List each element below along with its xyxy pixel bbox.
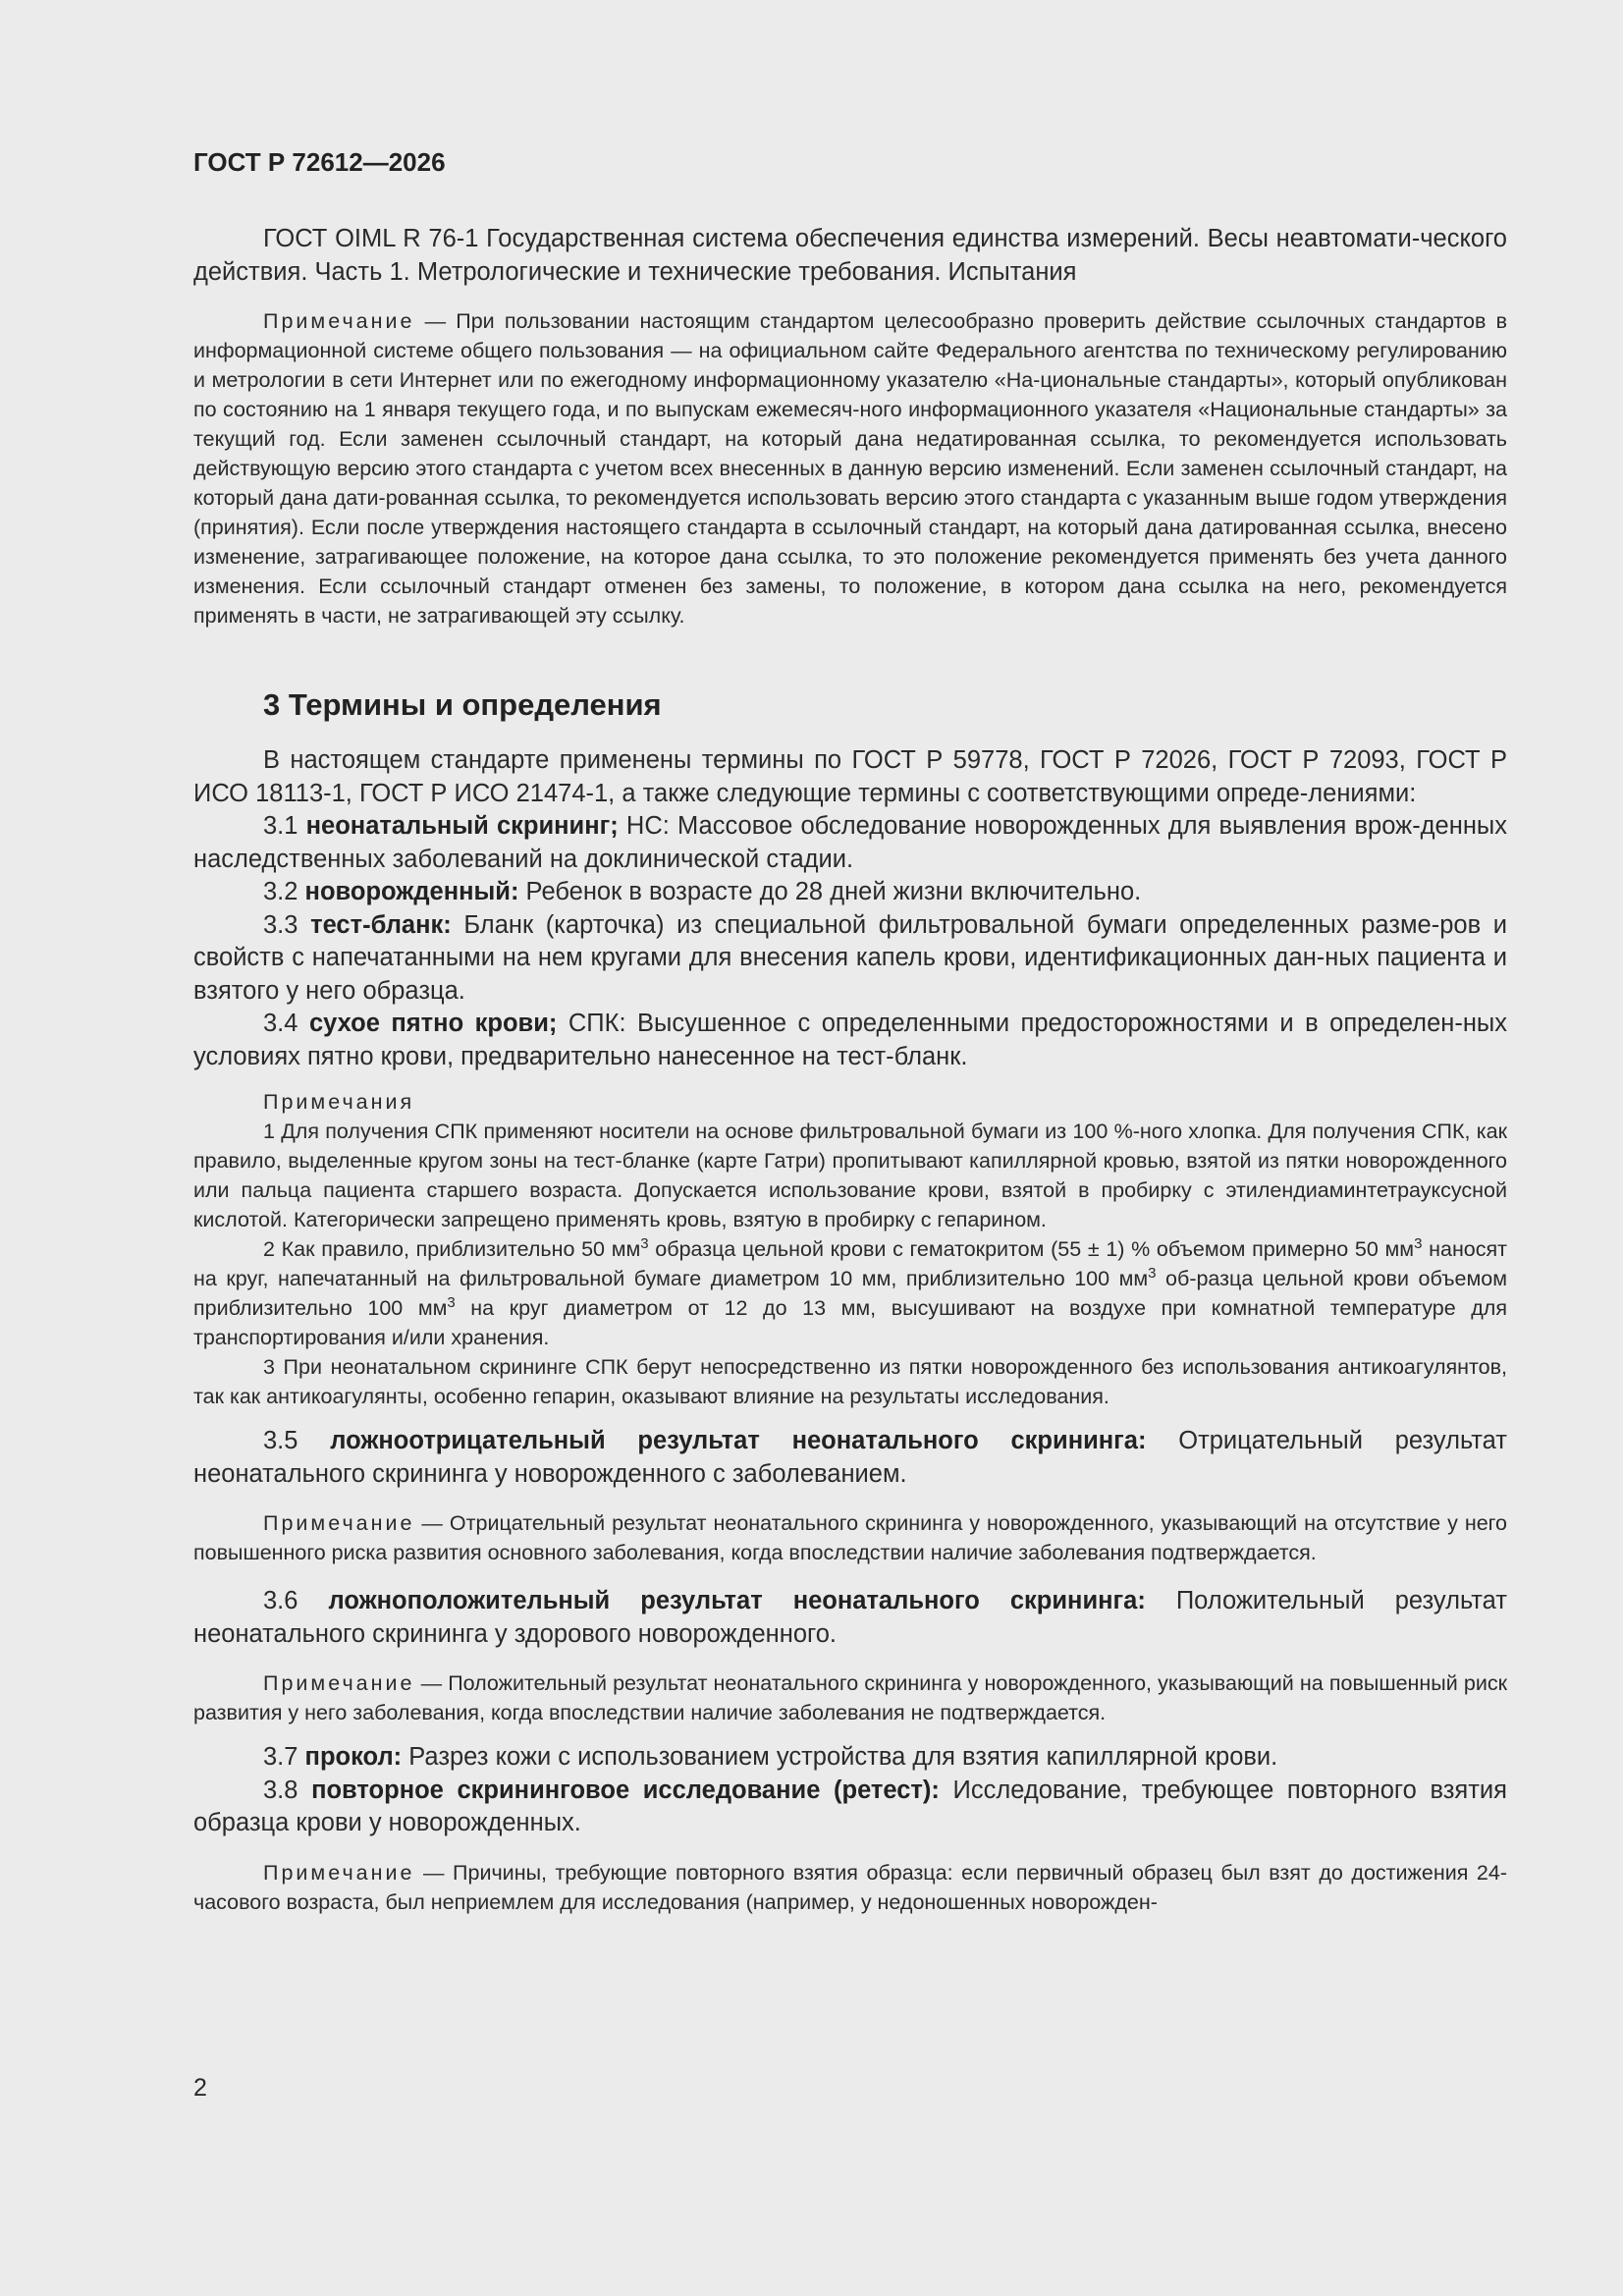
term-title: прокол:	[304, 1743, 403, 1771]
document-header: ГОСТ Р 72612—2026	[193, 147, 446, 177]
term-3-1: 3.1 неонатальный скрининг; НС: Массовое обследование новорожденных для выявления врож-денных наследственных заболеваний на доклинической стадии.	[193, 812, 1507, 873]
term-title: сухое пятно крови;	[308, 1010, 558, 1037]
term-definition: НС: Массовое обследование новорожденных для выявления врож-денных наследственных заболеваний на доклинической стадии.	[193, 812, 1507, 873]
term-definition: Отрицательный результат неонатального скрининга у новорожденного с заболеванием.	[193, 1427, 1507, 1488]
page-content	[193, 223, 1507, 1917]
reference-paragraph: ГОСТ OIML R 76-1 Государственная система обеспечения единства измерений. Весы неавтомати-ческого действия. Часть 1. Метрологические и технические требования. Испытания	[193, 225, 1507, 286]
note-3-6: Примечание — Положительный результат неонатального скрининга у новорожденного, указывающий на повышенный риск развития у него заболевания, когда впоследствии наличие заболевания не подтверждается.	[193, 1671, 1507, 1724]
note-3-8: Примечание — Причины, требующие повторного взятия образца: если первичный образец был взят до достижения 24-часового возраста, был неприемлем для исследования (например, у недоношенных новорожден-	[193, 1860, 1507, 1914]
note-item-2: 2 Как правило, приблизительно 50 $мм^3$ образца цельной крови с гематокритом (55 ± 1) % объемом примерно 50 $мм^3$ наносят на круг, напечатанный на фильтровальной бумаге диаметром 10 мм, приблизительно 100 $мм^3$ об-разца цельной крови объемом приблизительно 100 $мм^3$ на круг диаметром от 12 до 13 мм, высушивают на воздухе при комнатной температуре для транспортирования и/или хранения.	[193, 1234, 1508, 1349]
note-item-3: 3 При неонатальном скрининге СПК берут непосредственно из пятки новорожденного без использования антикоагулянтов, так как антикоагулянты, особенно гепарин, оказывают влияние на результаты исследования.	[193, 1355, 1507, 1408]
term-3-2: 3.2 новорожденный: Ребенок в возрасте до 28 дней жизни включительно.	[263, 878, 1142, 905]
term-3-3: 3.3 тест-бланк: Бланк (карточка) из специальной фильтровальной бумаги определенных разме-ров и свойств с напечатанными на нем кругами для внесения капель крови, идентификационных дан-ных пациента и взятого у него образца.	[193, 910, 1507, 1005]
term-definition: Положительный результат неонатального скрининга у здорового новорожденного.	[193, 1587, 1507, 1648]
note-item-1: 1 Для получения СПК применяют носители на основе фильтровальной бумаги из 100 %-ного хлопка. Для получения СПК, как правило, выделенные кругом зоны на тест-бланке (карте Гатри) пропитывают капиллярной кровью, взятой из пятки новорожденного или пальца пациента старшего возраста. Допускается использование крови, взятой в пробирку с этилендиаминтетрауксусной кислотой. Категорически запрещено применять кровь, взятую в пробирку с гепарином.	[193, 1120, 1507, 1231]
term-title: ложноотрицательный результат неонатального скрининга:	[330, 1427, 1147, 1454]
term-3-8: 3.8 повторное скрининговое исследование (ретест): Исследование, требующее повторного взятия образца крови у новорожденных.	[193, 1776, 1507, 1836]
term-3-5: 3.5 ложноотрицательный результат неонатального скрининга: Отрицательный результат неонатального скрининга у новорожденного с заболеванием.	[193, 1427, 1507, 1488]
section-intro: В настоящем стандарте применены термины по ГОСТ Р 59778, ГОСТ Р 72026, ГОСТ Р 72093, ГОСТ Р ИСО 18113-1, ГОСТ Р ИСО 21474-1, а также следующие термины с соответствующими опреде-лениями:	[193, 746, 1507, 807]
term-definition: Бланк (карточка) из специальной фильтровальной бумаги определенных разме-ров и свойств с напечатанными на нем кругами для внесения капель крови, идентификационных дан-ных пациента и взятого у него образца.	[193, 910, 1507, 1005]
note-3-5: Примечание — Отрицательный результат неонатального скрининга у новорожденного, указывающий на отсутствие у него повышенного риска развития основного заболевания, когда впоследствии наличие заболевания подтверждается.	[193, 1511, 1507, 1564]
term-definition: Ребенок в возрасте до 28 дней жизни включительно.	[518, 878, 1142, 905]
term-title: тест-бланк:	[310, 910, 452, 939]
term-3-7: 3.7 прокол: Разрез кожи с использованием устройства для взятия капиллярной крови.	[263, 1743, 1278, 1771]
reference-note	[193, 306, 1507, 630]
term-3-6: 3.6 ложноположительный результат неонатального скрининга: Положительный результат неонатального скрининга у здорового новорожденного.	[193, 1587, 1507, 1648]
term-title: повторное скрининговое исследование (ретест):	[311, 1776, 940, 1804]
term-definition: Исследование, требующее повторного взятия образца крови у новорожденных.	[193, 1776, 1507, 1836]
page-number: 2	[193, 2074, 207, 2102]
term-3-4: 3.4 сухое пятно крови; СПК: Высушенное с определенными предосторожностями и в определен-ных условиях пятно крови, предварительно нанесенное на тест-бланк.	[193, 1010, 1507, 1070]
term-title: новорожденный:	[304, 878, 519, 905]
note-text: — При пользовании настоящим стандартом целесообразно проверить действие ссылочных стандартов в информационной системе общего пользования — на официальном сайте Федерального агентства по техническому регулированию и метрологии в сети Интернет или по ежегодному информационному указателю «На-циональные стандарты», который опубликован по состоянию на 1 января текущего года, и по выпускам ежемесяч-ного информационного указателя «Национальные стандарты» за текущий год. Если заменен ссылочный стандарт, на который дана недатированная ссылка, то рекомендуется использовать действующую версию этого стандарта с учетом всех внесенных в данную версию изменений. Если заменен ссылочный стандарт, на который дана дати-рованная ссылка, то рекомендуется использовать версию этого стандарта с указанным выше годом утверждения (принятия). Если после утверждения настоящего стандарта в ссылочный стандарт, на который дана датированная ссылка, внесено изменение, затрагивающее положение, на которое дана ссылка, то это положение рекомендуется применять без учета данного изменения. Если ссылочный стандарт отменен без замены, то положение, в котором дана ссылка на него, рекомендуется применять в части, не затрагивающей эту ссылку.	[193, 309, 1507, 628]
term-definition: Разрез кожи с использованием устройства для взятия капиллярной крови.	[402, 1743, 1278, 1771]
term-definition: СПК: Высушенное с определенными предосторожностями и в определен-ных условиях пятно крови, предварительно нанесенное на тест-бланк.	[193, 1010, 1507, 1070]
term-title: неонатальный скрининг;	[305, 812, 619, 840]
section-heading: 3 Термины и определения	[263, 687, 662, 722]
note-label: Примечание	[263, 309, 415, 333]
notes-label: Примечания	[263, 1090, 415, 1114]
term-title: ложноположительный результат неонатального скрининга:	[328, 1587, 1146, 1614]
